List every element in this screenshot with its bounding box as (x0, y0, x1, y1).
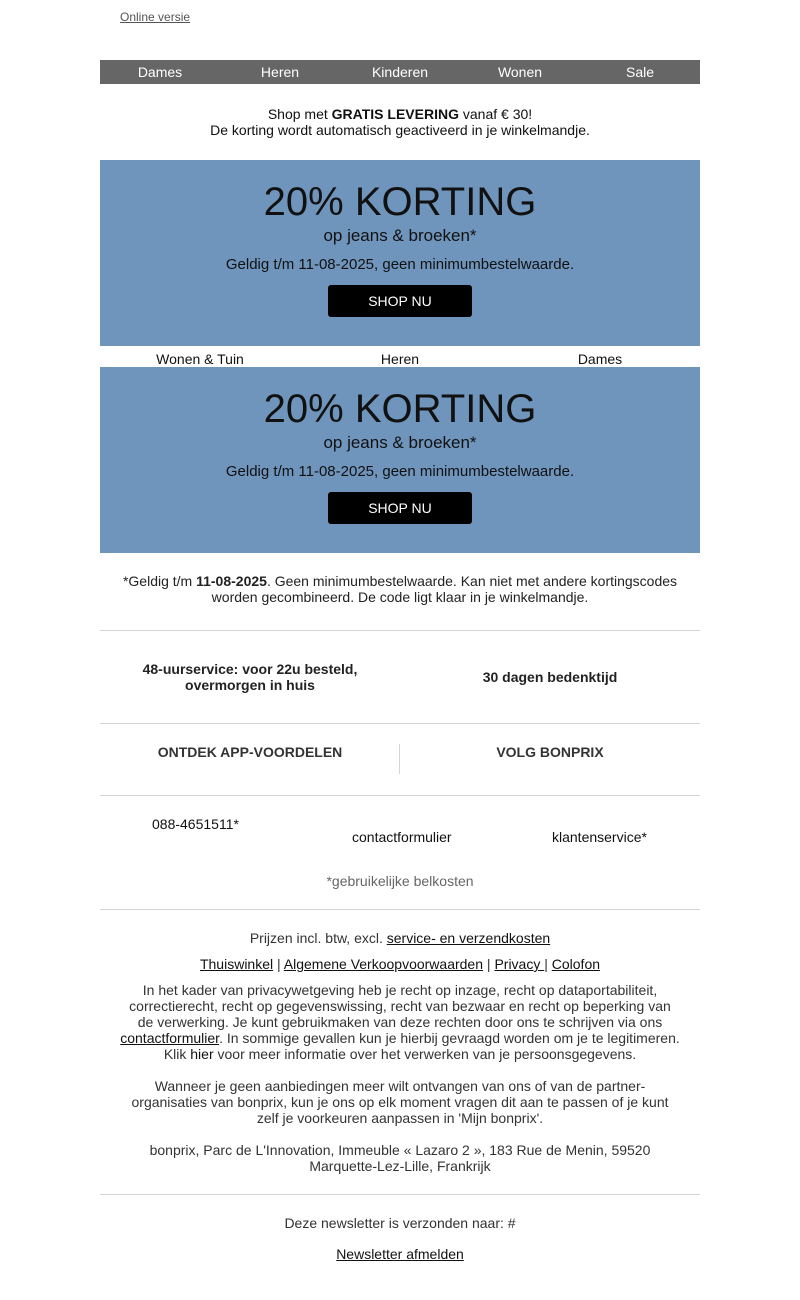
terms-date: 11-08-2025 (196, 573, 267, 589)
nav-item-wonen[interactable]: Wonen (497, 64, 543, 80)
terms-text-post: . Geen minimumbestelwaarde. Kan niet met andere kortingscodes worden gecombineerd. De code ligt klaar in je winkelmandje. (211, 573, 678, 605)
vertical-divider (399, 744, 400, 774)
privacy-notice (120, 982, 680, 1062)
follow-bonprix-link[interactable]: VOLG BONPRIX (496, 744, 604, 760)
shop-now-button[interactable]: SHOP NU (328, 492, 472, 524)
intro-bold: GRATIS LEVERING (331, 106, 459, 122)
unsubscribe-link[interactable]: Newsletter afmelden (336, 1246, 464, 1262)
privacy-text-mid: . In sommige gevallen kun je hierbij gevraagd worden om je te legitimeren. Klik (163, 1030, 680, 1062)
category-heren[interactable]: Heren (380, 351, 420, 367)
intro-text: Shop met (267, 106, 332, 122)
phone-link[interactable]: 088-4651511* (152, 816, 239, 832)
privacy-here-link[interactable]: hier (190, 1046, 214, 1062)
sent-to-note: Deze newsletter is verzonden naar: # (284, 1215, 516, 1231)
divider (100, 909, 700, 910)
company-address: bonprix, Parc de L'Innovation, Immeuble « Lazaro 2 », 183 Rue de Menin, 59520 Marquette-Lez-Lille, Frankrijk (149, 1142, 651, 1174)
contact-form-link[interactable]: contactformulier (352, 829, 452, 845)
privacy-text-post: voor meer informatie over het verwerken van je persoonsgegevens. (213, 1046, 637, 1062)
separator: | (483, 956, 495, 972)
app-benefits-link[interactable]: ONTDEK APP-VOORDELEN (157, 744, 343, 760)
separator: | (544, 956, 552, 972)
promo-banner-1[interactable] (100, 160, 700, 346)
privacy-contact-form-link[interactable]: contactformulier (120, 1030, 220, 1046)
promo-banner-2[interactable] (100, 367, 700, 553)
banner-validity: Geldig t/m 11-08-2025, geen minimumbestelwaarde. (225, 256, 575, 273)
shop-now-button[interactable]: SHOP NU (328, 285, 472, 317)
category-nav (100, 60, 700, 84)
usp-delivery (100, 660, 400, 694)
category-wonen-tuin[interactable]: Wonen & Tuin (156, 351, 244, 367)
category-links (100, 350, 700, 368)
usp-row (100, 660, 700, 694)
call-cost-note: *gebruikelijke belkosten (326, 873, 474, 889)
nav-item-sale[interactable]: Sale (625, 64, 655, 80)
auto-discount-line: De korting wordt automatisch geactiveerd in je winkelmandje. (210, 122, 590, 138)
usp-return: 30 dagen bedenktijd (482, 669, 618, 685)
nav-item-dames[interactable]: Dames (137, 64, 183, 80)
nav-item-kinderen[interactable]: Kinderen (371, 64, 429, 80)
promo-terms (120, 573, 680, 605)
banner-subtitle: op jeans & broeken* (323, 226, 477, 245)
shipping-costs-link[interactable]: service- en verzendkosten (386, 930, 551, 946)
banner-subtitle: op jeans & broeken* (323, 433, 477, 452)
online-version-link[interactable]: Online versie (120, 10, 191, 24)
free-delivery-intro (100, 106, 700, 138)
banner-validity: Geldig t/m 11-08-2025, geen minimumbestelwaarde. (225, 463, 575, 480)
banner-headline: 20% KORTING (263, 387, 537, 431)
colofon-link[interactable]: Colofon (551, 956, 601, 972)
unsubscribe-info: Wanneer je geen aanbiedingen meer wilt ontvangen van ons of van de partner-organisaties van bonprix, kun je ons op elk moment vragen dit aan te passen of je kunt zelf je voorkeuren aanpassen in 'Mijn bonprix'. (131, 1078, 669, 1126)
terms-link[interactable]: Algemene Verkoopvoorwaarden (283, 956, 484, 972)
prices-text: Prijzen incl. btw, excl. (249, 930, 387, 946)
customer-service-link[interactable]: klantenservice* (552, 829, 647, 845)
divider (100, 1194, 700, 1195)
thuiswinkel-link[interactable]: Thuiswinkel (199, 956, 274, 972)
privacy-text: In het kader van privacywetgeving heb je recht op inzage, recht op dataportabiliteit, correctierecht, recht op gegevenswissing, recht van bezwaar en recht op beperking van de verwerking. Je kunt gebruikmaken van deze rechten door ons te schrijven via ons (129, 982, 671, 1030)
nav-item-heren[interactable]: Heren (260, 64, 300, 80)
banner-headline: 20% KORTING (263, 180, 537, 224)
terms-text: *Geldig t/m (122, 573, 197, 589)
intro-text-post: vanaf € 30! (458, 106, 533, 122)
free-delivery-line (100, 106, 700, 122)
prices-note (120, 930, 680, 946)
category-dames[interactable]: Dames (577, 351, 623, 367)
unsubscribe-row (120, 1246, 680, 1262)
divider (100, 795, 700, 796)
separator: | (273, 956, 284, 972)
divider (100, 723, 700, 724)
usp-delivery-text: 48-uurservice: voor 22u besteld, overmorgen in huis (142, 661, 358, 693)
privacy-link[interactable]: Privacy (494, 956, 545, 972)
app-follow-row (100, 744, 700, 760)
legal-links (120, 956, 680, 972)
divider (100, 630, 700, 631)
